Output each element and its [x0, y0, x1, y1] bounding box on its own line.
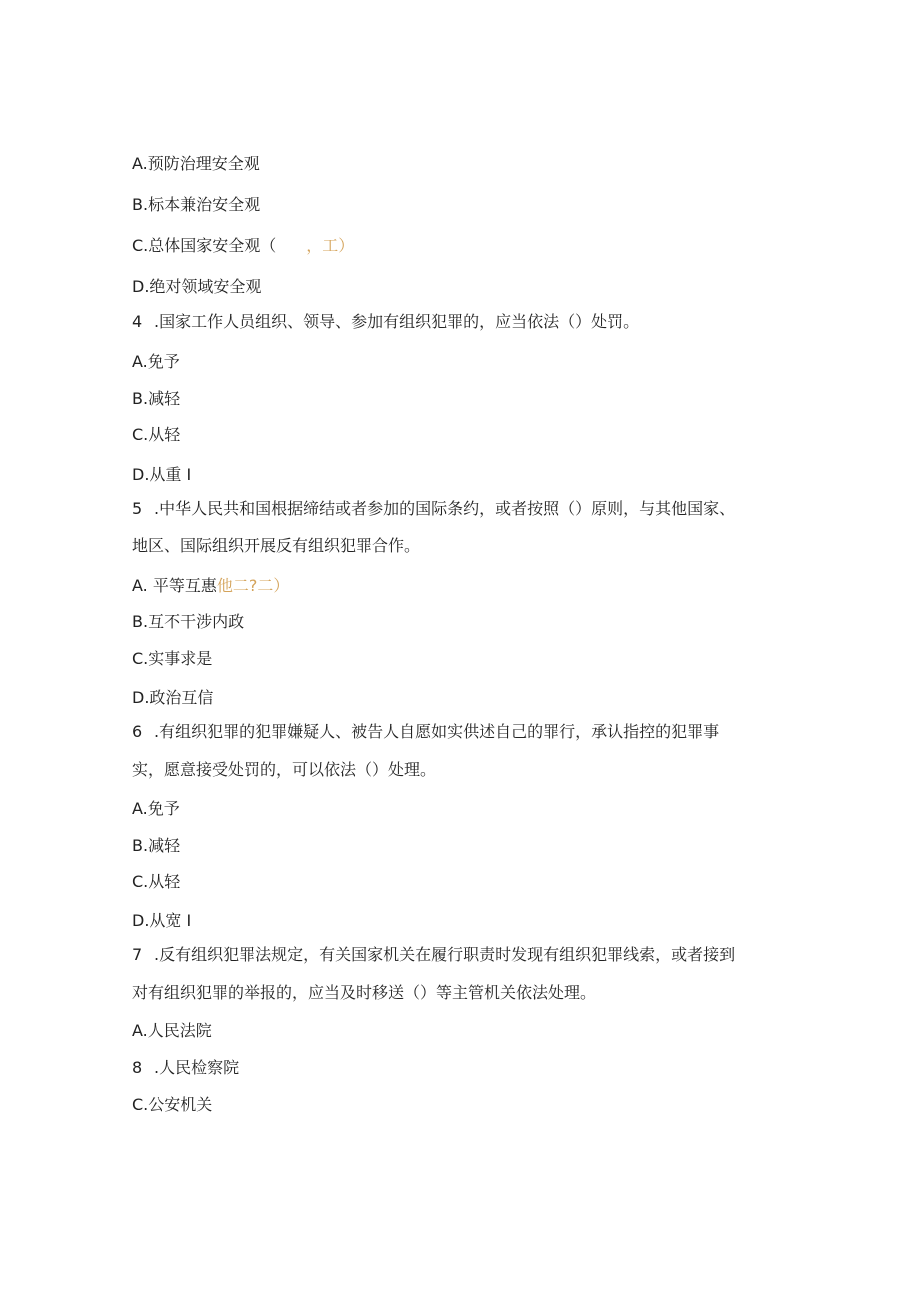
handwritten-note: 他二?二） — [216, 576, 290, 595]
question-5: 5 .中华人民共和国根据缔结或者参加的国际条约，或者按照（）原则，与其他国家、 — [132, 499, 736, 518]
option-a-q5: A. 平等互惠他二?二） — [132, 576, 290, 595]
option-d-q3: D.绝对领域安全观 — [132, 277, 262, 296]
option-c-q6: C.从轻 — [132, 872, 181, 891]
option-a-q3: A.预防治理安全观 — [132, 154, 260, 173]
option-b-q7: 8 .人民检察院 — [132, 1058, 240, 1077]
option-c-q4: C.从轻 — [132, 425, 181, 444]
question-6: 6 .有组织犯罪的犯罪嫌疑人、被告人自愿如实供述自己的罪行，承认指控的犯罪事 — [132, 722, 720, 741]
option-c-q3: C.总体国家安全观（ ，工） — [132, 236, 355, 255]
option-c-q7: C.公安机关 — [132, 1095, 213, 1114]
option-b-q4: B.减轻 — [132, 389, 181, 408]
option-d-q5: D.政治互信 — [132, 688, 214, 707]
option-d-q4: D.从重 I — [132, 465, 192, 484]
option-a-q6: A.免予 — [132, 799, 180, 818]
option-b-q6: B.减轻 — [132, 836, 181, 855]
option-c-q5: C.实事求是 — [132, 649, 213, 668]
option-a-q4: A.免予 — [132, 352, 180, 371]
question-4: 4 .国家工作人员组织、领导、参加有组织犯罪的，应当依法（）处罚。 — [132, 312, 640, 331]
option-d-q6: D.从宽 I — [132, 911, 192, 930]
question-5-cont: 地区、国际组织开展反有组织犯罪合作。 — [132, 536, 421, 555]
handwritten-note: ，工） — [306, 236, 355, 255]
question-6-cont: 实，愿意接受处罚的，可以依法（）处理。 — [132, 760, 437, 779]
question-7: 7 .反有组织犯罪法规定，有关国家机关在履行职责时发现有组织犯罪线索，或者接到 — [132, 945, 736, 964]
question-7-cont: 对有组织犯罪的举报的，应当及时移送（）等主管机关依法处理。 — [132, 983, 597, 1002]
option-b-q5: B.互不干涉内政 — [132, 612, 245, 631]
option-b-q3: B.标本兼治安全观 — [132, 195, 261, 214]
option-a-q7: A.人民法院 — [132, 1021, 212, 1040]
